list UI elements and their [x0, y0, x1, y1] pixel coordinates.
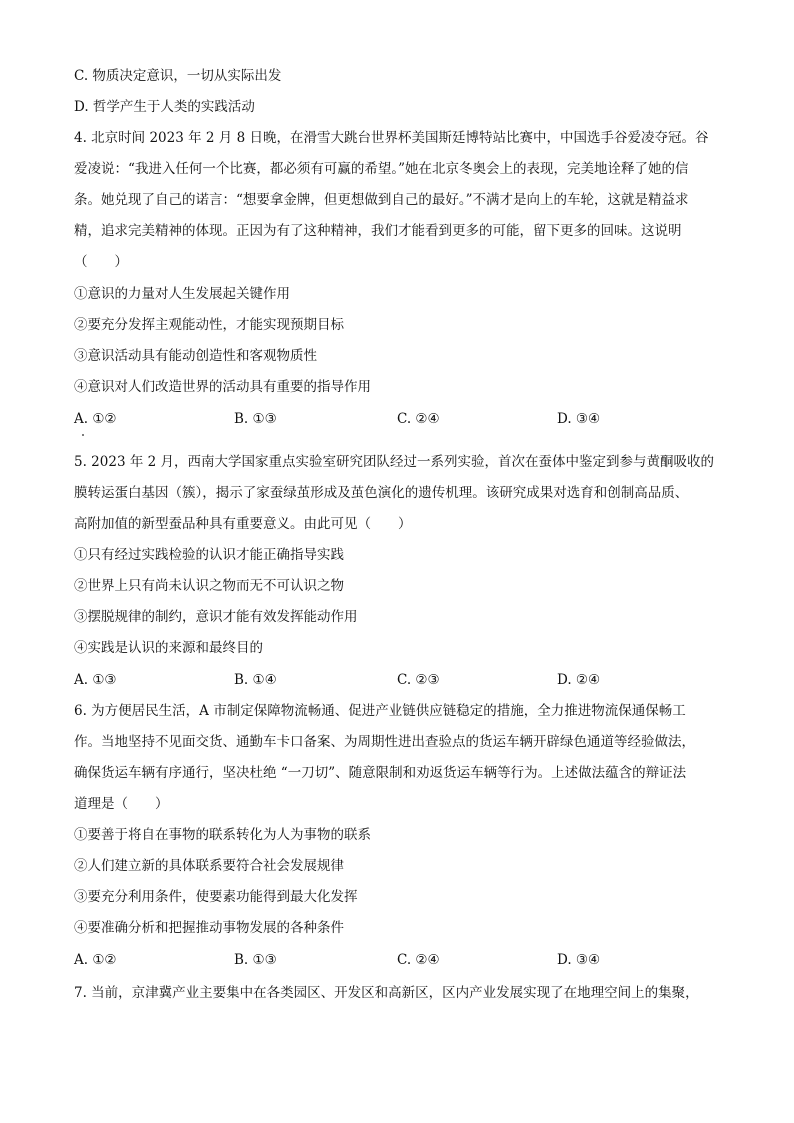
q6-option-c[interactable]: C. ②④ [397, 952, 440, 968]
q6-stem-line: 6. 为方便居民生活，A 市制定保障物流畅通、促进产业链供应链稳定的措施，全力推进物流保通保畅工 [74, 703, 686, 719]
q6-item-1: ①要善于将自在事物的联系转化为人为事物的联系 [74, 827, 371, 843]
q5-item-3: ③摆脱规律的制约，意识才能有效发挥能动作用 [74, 609, 358, 625]
q5-item-2: ②世界上只有尚未认识之物而无不可认识之物 [74, 578, 344, 594]
q5-option-c[interactable]: C. ②③ [397, 672, 440, 688]
q5-option-b[interactable]: B. ①④ [234, 672, 277, 688]
q5-item-4: ④实践是认识的来源和最终目的 [74, 640, 263, 656]
q5-option-a[interactable]: A. ①③ [74, 672, 117, 688]
q6-stem-line: 确保货运车辆有序通行，坚决杜绝 “一刀切”、随意限制和劝返货运车辆等行为。上述做法蕴含的辩证法 [74, 765, 687, 781]
q6-option-a[interactable]: A. ①② [74, 952, 117, 968]
q4-stem-line: 精，追求完美精神的体现。正因为有了这种精神，我们才能看到更多的可能，留下更多的回味。这说明 [74, 223, 682, 239]
q4-option-d[interactable]: D. ③④ [557, 411, 601, 427]
q4-item-2: ②要充分发挥主观能动性，才能实现预期目标 [74, 317, 344, 333]
q4-item-3: ③意识活动具有能动创造性和客观物质性 [74, 348, 317, 364]
q5-item-1: ①只有经过实践检验的认识才能正确指导实践 [74, 547, 344, 563]
q4-stem-line: 条。她兑现了自己的诺言：“想要拿金牌，但更想做到自己的最好。”不满才是向上的车轮，这就是精益求 [74, 192, 689, 208]
stray-dot-mark [82, 434, 84, 436]
q5-stem-line: 膜转运蛋白基因（簇），揭示了家蚕绿茧形成及茧色演化的遗传机理。该研究成果对选育和创制高品质、 [74, 485, 689, 501]
q7-stem-line: 7. 当前，京津冀产业主要集中在各类园区、开发区和高新区，区内产业发展实现了在地理空间上的集聚， [74, 985, 699, 1001]
q6-option-b[interactable]: B. ①③ [234, 952, 277, 968]
q4-item-1: ①意识的力量对人生发展起关键作用 [74, 286, 290, 302]
q3-option-c: C. 物质决定意识，一切从实际出发 [74, 68, 282, 84]
q6-option-d[interactable]: D. ③④ [557, 952, 601, 968]
q4-stem-line: 爱凌说：“我进入任何一个比赛，都必须有可赢的希望。”她在北京冬奥会上的表现，完美地诠释了她的信 [74, 161, 689, 177]
q4-item-4: ④意识对人们改造世界的活动具有重要的指导作用 [74, 379, 371, 395]
q4-answer-blank: （ ） [74, 254, 128, 270]
q4-option-b[interactable]: B. ①③ [234, 411, 277, 427]
q4-stem-line: 4. 北京时间 2023 年 2 月 8 日晚，在滑雪大跳台世界杯美国斯廷博特站比赛中，中国选手谷爱凌夺冠。谷 [74, 130, 709, 146]
q6-stem-line: 作。当地坚持不见面交货、通勤车卡口备案、为周期性进出查验点的货运车辆开辟绿色通道等经验做法， [74, 734, 695, 750]
q6-item-3: ③要充分利用条件，使要素功能得到最大化发挥 [74, 889, 358, 905]
q6-item-2: ②人们建立新的具体联系要符合社会发展规律 [74, 858, 344, 874]
q5-option-d[interactable]: D. ②④ [557, 672, 601, 688]
q6-item-4: ④要准确分析和把握推动事物发展的各种条件 [74, 920, 344, 936]
q4-option-a[interactable]: A. ①② [74, 411, 117, 427]
q6-stem-line: 道理是（ ） [74, 796, 169, 812]
q5-stem-line: 高附加值的新型蚕品种具有重要意义。由此可见（ ） [74, 516, 412, 532]
q4-option-c[interactable]: C. ②④ [397, 411, 440, 427]
q3-option-d: D. 哲学产生于人类的实践活动 [74, 99, 255, 115]
q5-stem-line: 5. 2023 年 2 月，西南大学国家重点实验室研究团队经过一系列实验，首次在蚕体中鉴定到参与黄酮吸收的 [74, 454, 714, 470]
